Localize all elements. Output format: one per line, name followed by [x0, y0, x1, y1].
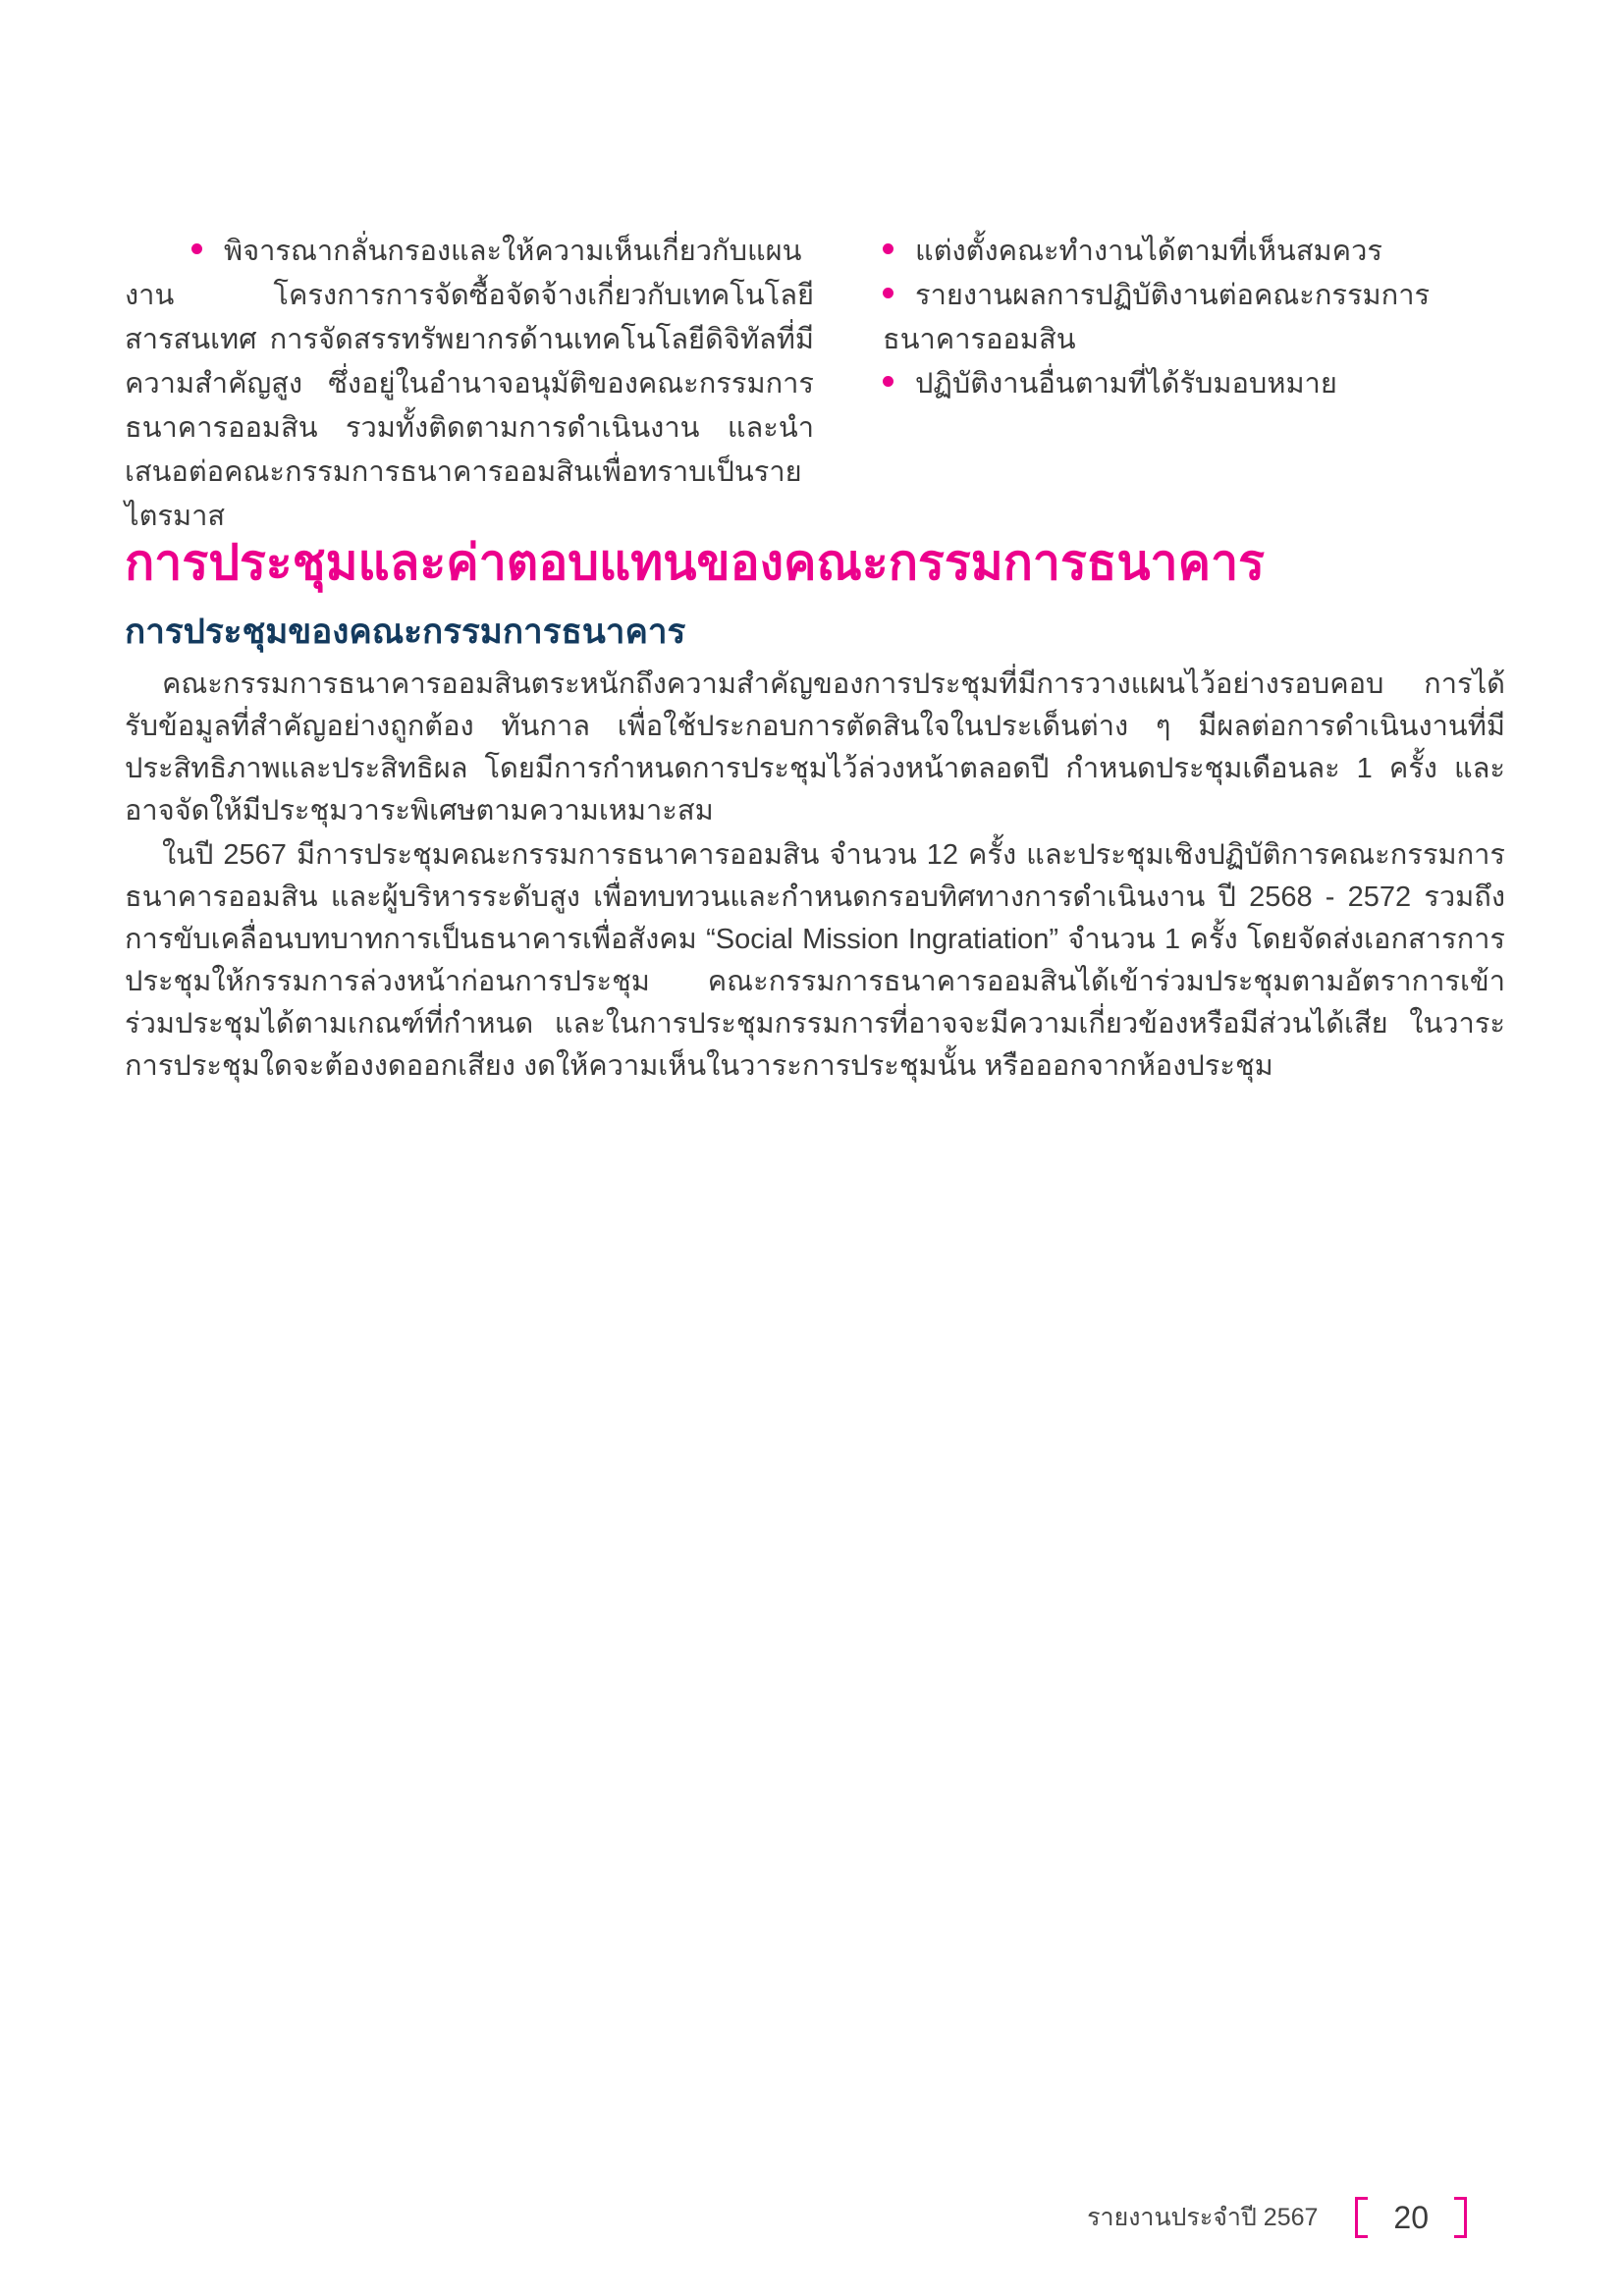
bullet-icon — [883, 376, 893, 387]
bullet-item-text: พิจารณากลั่นกรองและให้ความเห็นเกี่ยวกับแผนงาน โครงการการจัดซื้อจัดจ้างเกี่ยวกับเทคโนโลยีสารสนเทศ การจัดสรรทรัพยากรด้านเทคโนโลยีดิจิทัลที่มีความสำคัญสูง ซึ่งอยู่ในอำนาจอนุมัติของคณะกรรมการธนาคารออมสิน รวมทั้งติดตามการดำเนินงาน และนำเสนอต่อคณะกรรมการธนาคารออมสินเพื่อทราบเป็นรายไตรมาส — [125, 236, 814, 532]
bullet-icon — [883, 243, 893, 254]
list-item — [883, 230, 1495, 274]
list-item — [125, 230, 814, 539]
list-item — [883, 362, 1495, 406]
bullet-column-left — [125, 230, 814, 539]
section-title: การประชุมและค่าตอบแทนของคณะกรรมการธนาคาร — [125, 535, 1266, 590]
page-number: 20 — [1393, 2199, 1429, 2235]
bullet-column-right — [883, 230, 1495, 539]
paragraph: คณะกรรมการธนาคารออมสินตระหนักถึงความสำคัญของการประชุมที่มีการวางแผนไว้อย่างรอบคอบ การได้รับข้อมูลที่สำคัญอย่างถูกต้อง ทันกาล เพื่อใช้ประกอบการตัดสินใจในประเด็นต่าง ๆ มีผลต่อการดำเนินงานที่มีประสิทธิภาพและประสิทธิผล โดยมีการกำหนดการประชุมไว้ล่วงหน้าตลอดปี กำหนดประชุมเดือนละ 1 ครั้ง และอาจจัดให้มีประชุมวาระพิเศษตามความเหมาะสม — [125, 668, 1505, 827]
bullet-item-text: รายงานผลการปฏิบัติงานต่อคณะกรรมการธนาคารออมสิน — [883, 280, 1431, 355]
bullet-icon — [191, 243, 202, 254]
body-paragraphs — [125, 664, 1505, 1088]
subsection-title: การประชุมของคณะกรรมการธนาคาร — [125, 613, 686, 651]
bullet-item-text: แต่งตั้งคณะทำงานได้ตามที่เห็นสมควร — [915, 236, 1382, 267]
list-item — [883, 274, 1495, 362]
duties-bullet-columns — [125, 230, 1495, 539]
bullet-icon — [883, 288, 893, 298]
right-bracket-icon — [1454, 2197, 1467, 2238]
page-footer — [1087, 2197, 1467, 2238]
left-bracket-icon — [1355, 2197, 1368, 2238]
paragraph: ในปี 2567 มีการประชุมคณะกรรมการธนาคารออมสิน จำนวน 12 ครั้ง และประชุมเชิงปฏิบัติการคณะกรรมการธนาคารออมสิน และผู้บริหารระดับสูง เพื่อทบทวนและกำหนดกรอบทิศทางการดำเนินงาน ปี 2568 - 2572 รวมถึงการขับเคลื่อนบทบาทการเป็นธนาคารเพื่อสังคม “Social Mission Ingratiation” จำนวน 1 ครั้ง โดยจัดส่งเอกสารการประชุมให้กรรมการล่วงหน้าก่อนการประชุม คณะกรรมการธนาคารออมสินได้เข้าร่วมประชุมตามอัตราการเข้าร่วมประชุมได้ตามเกณฑ์ที่กำหนด และในการประชุมกรรมการที่อาจจะมีความเกี่ยวข้องหรือมีส่วนได้เสีย ในวาระการประชุมใดจะต้องงดออกเสียง งดให้ความเห็นในวาระการประชุมนั้น หรือออกจากห้องประชุม — [125, 839, 1505, 1082]
bullet-item-text: ปฏิบัติงานอื่นตามที่ได้รับมอบหมาย — [915, 368, 1337, 400]
report-title: รายงานประจำปี 2567 — [1087, 2204, 1319, 2231]
